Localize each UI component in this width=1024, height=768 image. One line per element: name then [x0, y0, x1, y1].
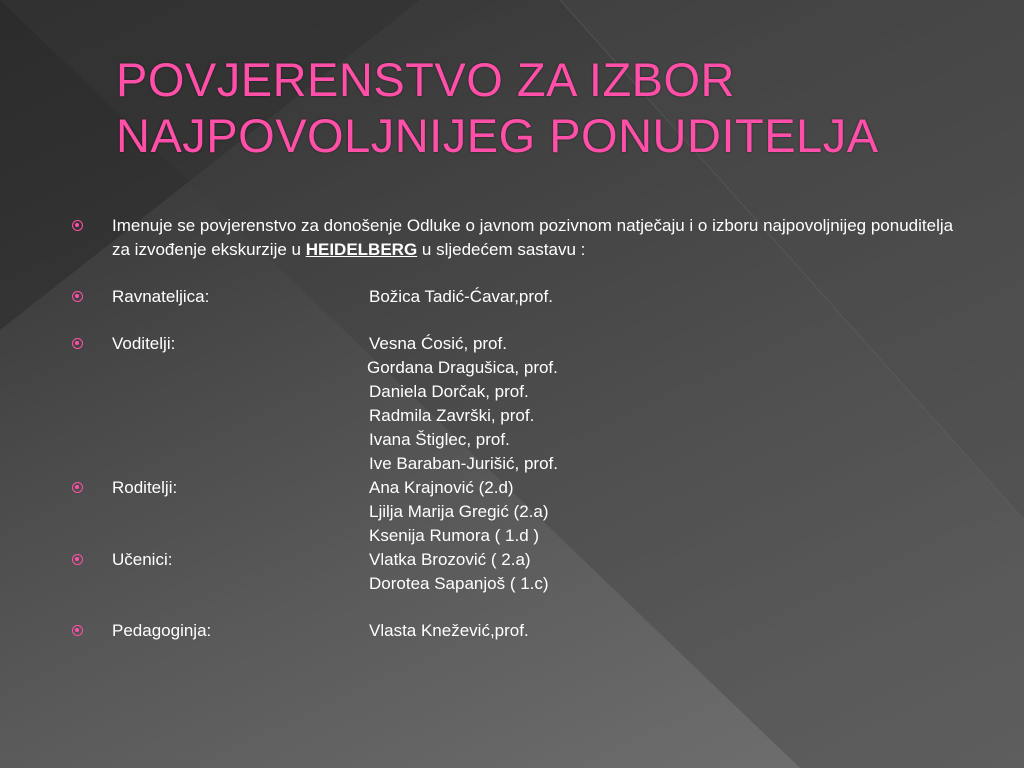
entry-name: Vlasta Knežević,prof.: [369, 621, 529, 640]
entry-label: Učenici:: [112, 550, 173, 569]
entry-label: Ravnateljica:: [112, 287, 210, 306]
entry-ravnateljica: [72, 285, 972, 309]
entry-ucenici: [72, 548, 972, 596]
bullet-icon: [72, 291, 83, 302]
entry-names: [369, 548, 972, 596]
entry-label: Pedagoginja:: [112, 621, 212, 640]
entry-name: Ivana Štiglec, prof.: [369, 430, 510, 449]
entry-name: Ana Krajnović (2.d): [369, 478, 514, 497]
entry-name: Ive Baraban-Jurišić, prof.: [369, 454, 558, 473]
intro-text-after: u sljedećem sastavu :: [417, 240, 586, 259]
intro-highlight-city: HEIDELBERG: [305, 240, 418, 259]
slide-content: [72, 214, 972, 643]
entry-name: Božica Tadić-Ćavar,prof.: [369, 287, 553, 306]
entry-names: [369, 285, 972, 309]
entry-name: Daniela Dorčak, prof.: [369, 382, 529, 401]
bullet-icon: [72, 625, 83, 636]
title-line-1: POVJERENSTVO ZA IZBOR: [116, 53, 735, 106]
slide-title: [116, 52, 996, 164]
entry-names: [369, 476, 972, 548]
entry-name: Gordana Dragušica, prof.: [367, 358, 558, 377]
entry-name: Vlatka Brozović ( 2.a): [369, 550, 531, 569]
entry-pedagoginja: [72, 619, 972, 643]
intro-paragraph: [72, 214, 972, 262]
intro-text-before: Imenuje se povjerenstvo za donošenje Odluke o javnom pozivnom natječaju i o izboru najpovoljnijeg ponuditelja za izvođenje ekskurzije u: [112, 216, 954, 259]
bullet-icon: [72, 338, 83, 349]
entry-name: Ljilja Marija Gregić (2.a): [369, 502, 549, 521]
entry-voditelji: [72, 332, 972, 476]
entry-label: Voditelji:: [112, 334, 176, 353]
bullet-icon: [72, 482, 83, 493]
entry-roditelji: [72, 476, 972, 548]
bullet-icon: [72, 220, 83, 231]
entry-label: Roditelji:: [112, 478, 178, 497]
title-line-2: NAJPOVOLJNIJEG PONUDITELJA: [116, 109, 879, 162]
bullet-icon: [72, 554, 83, 565]
entry-names: [369, 332, 972, 476]
entry-name: Dorotea Sapanjoš ( 1.c): [369, 574, 549, 593]
entry-name: Radmila Završki, prof.: [369, 406, 535, 425]
entry-names: [369, 619, 972, 643]
entry-name: Vesna Ćosić, prof.: [369, 334, 507, 353]
entry-name: Ksenija Rumora ( 1.d ): [369, 526, 540, 545]
